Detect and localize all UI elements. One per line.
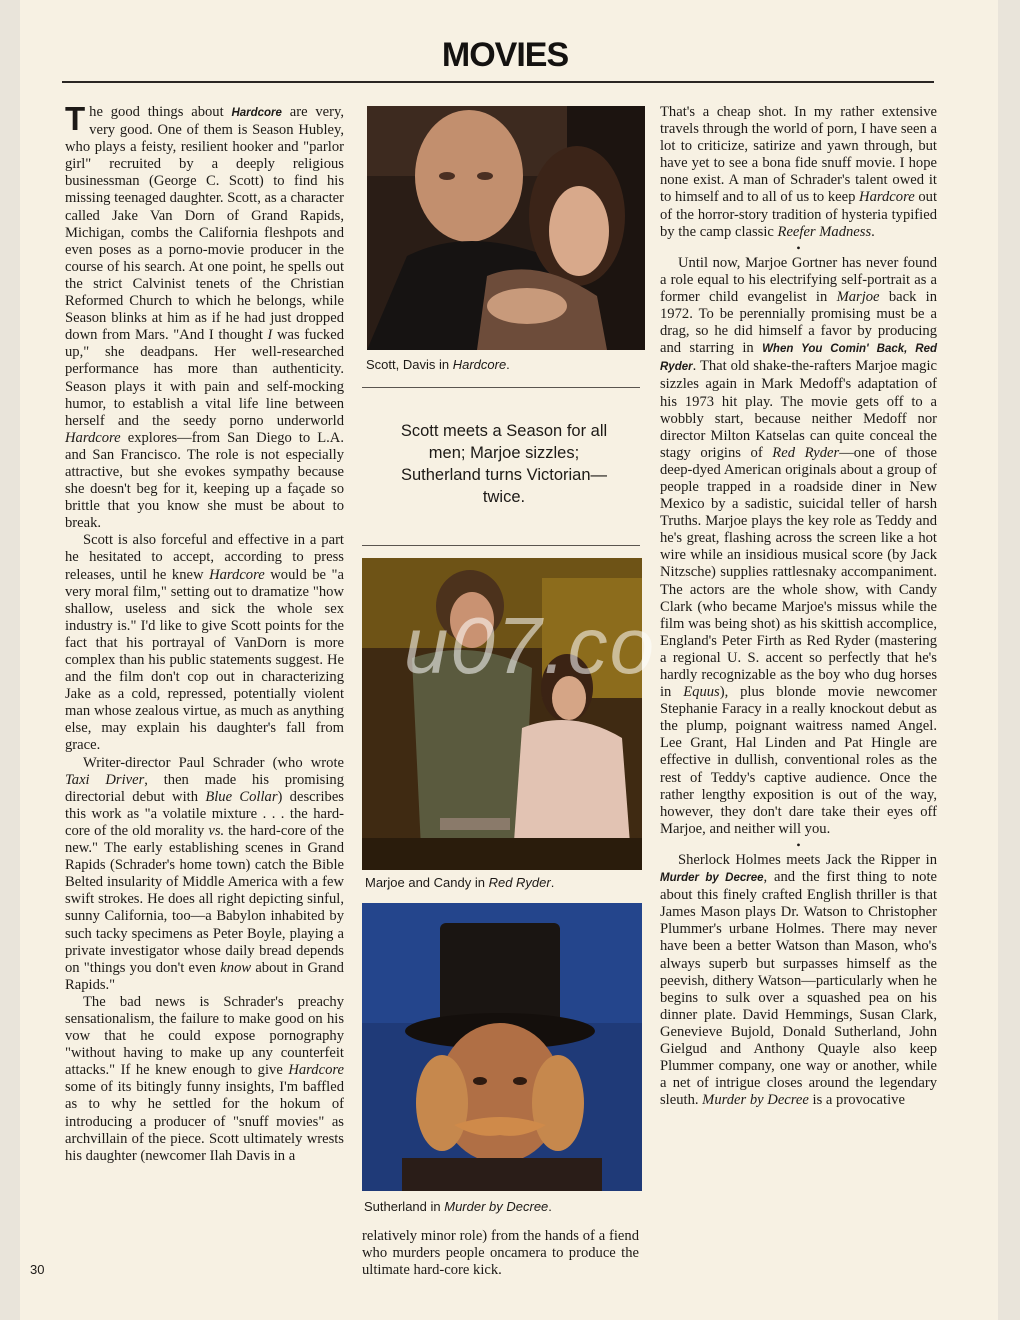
film-title: Equus	[683, 684, 720, 701]
text: Writer-director Paul Schrader (who wrote	[83, 754, 344, 771]
paragraph-2	[65, 532, 344, 754]
text: explores—from San Diego to L.A. and San Francisco. The role is not especially attractive, but she evokes sympathy because she doesn't beg for it, keeping up a façade so brittle that you know she must be about to break.	[65, 429, 344, 532]
film-title: Murder by Decree	[660, 872, 764, 885]
section-title: MOVIES	[441, 36, 569, 74]
watermark: u07.co	[403, 601, 657, 690]
section-bullet: •	[796, 837, 801, 852]
paragraph-2	[660, 255, 937, 838]
film-title: Hardcore	[859, 189, 915, 206]
emphasis: know	[220, 959, 252, 976]
text: Sherlock Holmes meets Jack the Ripper in	[678, 851, 937, 868]
film-title: Reefer Madness	[777, 223, 872, 240]
caption-text: .	[550, 875, 555, 890]
film-title: Murder by Decree	[702, 1092, 809, 1109]
film-title: Taxi Driver	[65, 771, 145, 788]
caption-murder-by-decree	[364, 1199, 552, 1214]
text: are very, very good. One of them is Season Hubley, who plays a feisty, resilient hooker and "parlor girl" recruited by a deeply religious businessman (George C. Scott) to find his missing teenaged daughter. Scott, as a character called Jake Van Dorn of Grand Rapids, Michigan, combs the California fleshpots and even poses as a porno-movie producer in the course of his search. At one point, he spells out the strict Calvinist tenets of the Christian Reformed Church to which he belongs, while Season blinks at him as if he had just dropped down from Mars. "And I thought	[65, 104, 344, 344]
caption-text: Scott, Davis in	[366, 357, 453, 372]
text: back in 1972. To be perennially promising must be a drag, so he did himself a favor by producing and starring in	[660, 288, 938, 357]
text: Scott is also forceful and effective in a part he hesitated to accept, according to press releases, until he knew	[65, 532, 344, 583]
emphasis: vs.	[208, 822, 225, 839]
photo-murder-by-decree	[362, 903, 642, 1191]
photo-red-ryder	[362, 558, 642, 870]
text: is a provocative	[808, 1092, 905, 1109]
text: the hard-core of the new." The early establishing scenes in Grand Rapids (Schrader's home town) catch the Bible Belted insularity of Middle America with a few swift strokes. He does all right depicting sinful, sunny California, too—a Babylon inhabited by such tacky specimens as Peter Boyle, playing a private investigator whose daily bread depends on "things you don't even	[65, 822, 344, 976]
film-title: Hardcore	[231, 107, 282, 119]
paragraph-continuation: relatively minor role) from the hands of a fiend who murders people oncamera to produce the ultimate hard-core kick.	[362, 1228, 639, 1279]
text: .	[871, 223, 875, 240]
caption-text: Sutherland in	[364, 1199, 445, 1214]
caption-text: .	[548, 1199, 552, 1214]
article-column-2-continuation	[362, 1228, 639, 1279]
text: would be "a very moral film," setting out to dramatize "how shallow, useless and sick the whole sex industry is." I'd like to give Scott points for the fact that his portrayal of VanDorn is more complex than his public statements suggest. He and the film don't cop out in characterizing Jake as a cold, repressed, potentially violent man whose zealous virtue, as much as anything else, may explain his daughter's fall from grace.	[65, 566, 344, 754]
film-title: Hardcore	[65, 429, 121, 446]
pull-quote: Scott meets a Season for all men; Marjoe sizzles; Sutherland turns Victorian—twice.	[400, 422, 608, 506]
section-bullet: •	[796, 240, 801, 255]
text: —one of those deep-dyed American originals about a group of people trapped in a roadside diner in New Mexico by a sadistic, suicidal teller of harsh Truths. Marjoe plays the key role as Teddy and he's great, flashing across the screen like a hot wire while an insidious musical score (by Jack Nitzsche) supplies rattlesnaky accompaniment. The actors are the whole show, with Candy Clark (who became Marjoe's missus while the film was being shot) as his skittish accomplice, England's Peter Firth as Red Ryder (mastering a regional U. S. accent so perfectly that he's hardly recognizable as the boy who dug horses in	[660, 444, 937, 701]
film-title: Hardcore	[209, 566, 265, 583]
text: The bad news is Schrader's preachy sensationalism, the failure to make good on his vow that he could expose pornography "without having to make up any counterfeit attacks." If he knew enough to give	[65, 993, 344, 1079]
page-number: 30	[30, 1262, 45, 1277]
film-title: When You Comin' Back, Red Ryder	[660, 343, 937, 374]
paragraph-3	[660, 852, 937, 1109]
drop-cap: T	[65, 100, 86, 137]
divider-rule	[362, 387, 640, 388]
caption-text: Marjoe and Candy in	[365, 875, 489, 890]
text: about in Grand Rapids."	[65, 959, 344, 993]
text: , then made his promising directorial debut with	[65, 771, 344, 805]
photo-hardcore	[367, 106, 645, 350]
text: , and the first thing to note about this finely crafted English thriller is that James Mason plays Dr. Watson to Christopher Plummer's urbane Holmes. There may never have been a better Watson than Mason, who's always superb but surpasses himself as the peevish, dithery Watson—particularly when he begins to sulk over a squashed pea on his dinner plate. David Hemmings, Susan Clark, Genevieve Bujold, Donald Sutherland, John Gielgud and Anthony Quayle also keep Plummer company, one way or another, while a net of intrigue closes around the legendary sleuth.	[660, 869, 937, 1109]
caption-red-ryder	[365, 875, 554, 890]
text: was fucked up," she deadpans. Her well-researched performance has more than authenticity. Season plays it with pain and self-mocking humor, to establish a vital life line between herself and the seedy porno underworld	[65, 327, 345, 429]
article-column-1	[65, 100, 345, 1165]
film-title: Red Ryder	[772, 444, 840, 461]
emphasis: I	[267, 327, 273, 344]
text: out of the horror-story tradition of hysteria typified by the camp classic	[660, 189, 938, 240]
film-title: Blue Collar	[205, 788, 278, 805]
divider-rule	[362, 545, 640, 546]
caption-title: Murder by Decree	[444, 1199, 549, 1214]
title-rule	[62, 81, 934, 83]
text: Until now, Marjoe Gortner has never found a role equal to his electrifying self-portrait as a former child evangelist in	[660, 254, 937, 305]
paragraph-1	[65, 100, 345, 532]
caption-text: .	[506, 357, 510, 372]
text: That's a cheap shot. In my rather extensive travels through the world of porn, I have seen a lot to criticize, satirize and yawn through, but have yet to see a bona fide snuff movie. I hope none exist. A man of Schrader's talent owed it to himself and to all of us to keep	[660, 104, 937, 206]
caption-title: Red Ryder	[488, 875, 551, 890]
text: ), plus blonde movie newcomer Stephanie Faracy in a really knockout debut as the plump, poignant waitress named Angel. Lee Grant, Hal Linden and Pat Hingle are effective in dullish, conventional roles as the rest of Teddy's captive audience. Once the rather lengthy exposition is out of the way, however, they don't dare take their eyes off Marjoe, and neither will you.	[660, 684, 938, 837]
film-title: Hardcore	[288, 1062, 344, 1079]
caption-hardcore	[366, 357, 510, 372]
text: . That old shake-the-rafters Marjoe magic sizzles again in Mark Medoff's adaptation of his 1973 hit play. The movie gets off to a wobbly start, because neither Medoff nor director Milton Katselas can quite conceal the stagy origins of	[660, 358, 937, 461]
text: some of its bitingly funny insights, I'm baffled as to why he settled for the hokum of introducing a producer of "snuff movies" as archvillain of the piece. Scott ultimately wrests his daughter (newcomer Ilah Davis in a	[65, 1079, 344, 1164]
article-column-3	[660, 104, 937, 1109]
caption-title: Hardcore	[452, 357, 507, 372]
paragraph-1	[660, 104, 937, 241]
paragraph-3	[65, 755, 344, 994]
paragraph-4	[65, 994, 344, 1165]
text: he good things about	[89, 104, 232, 120]
film-title: Marjoe	[836, 288, 880, 305]
text: ) describes this work as "a volatile mixture . . . the hard-core of the old morality	[65, 788, 344, 839]
